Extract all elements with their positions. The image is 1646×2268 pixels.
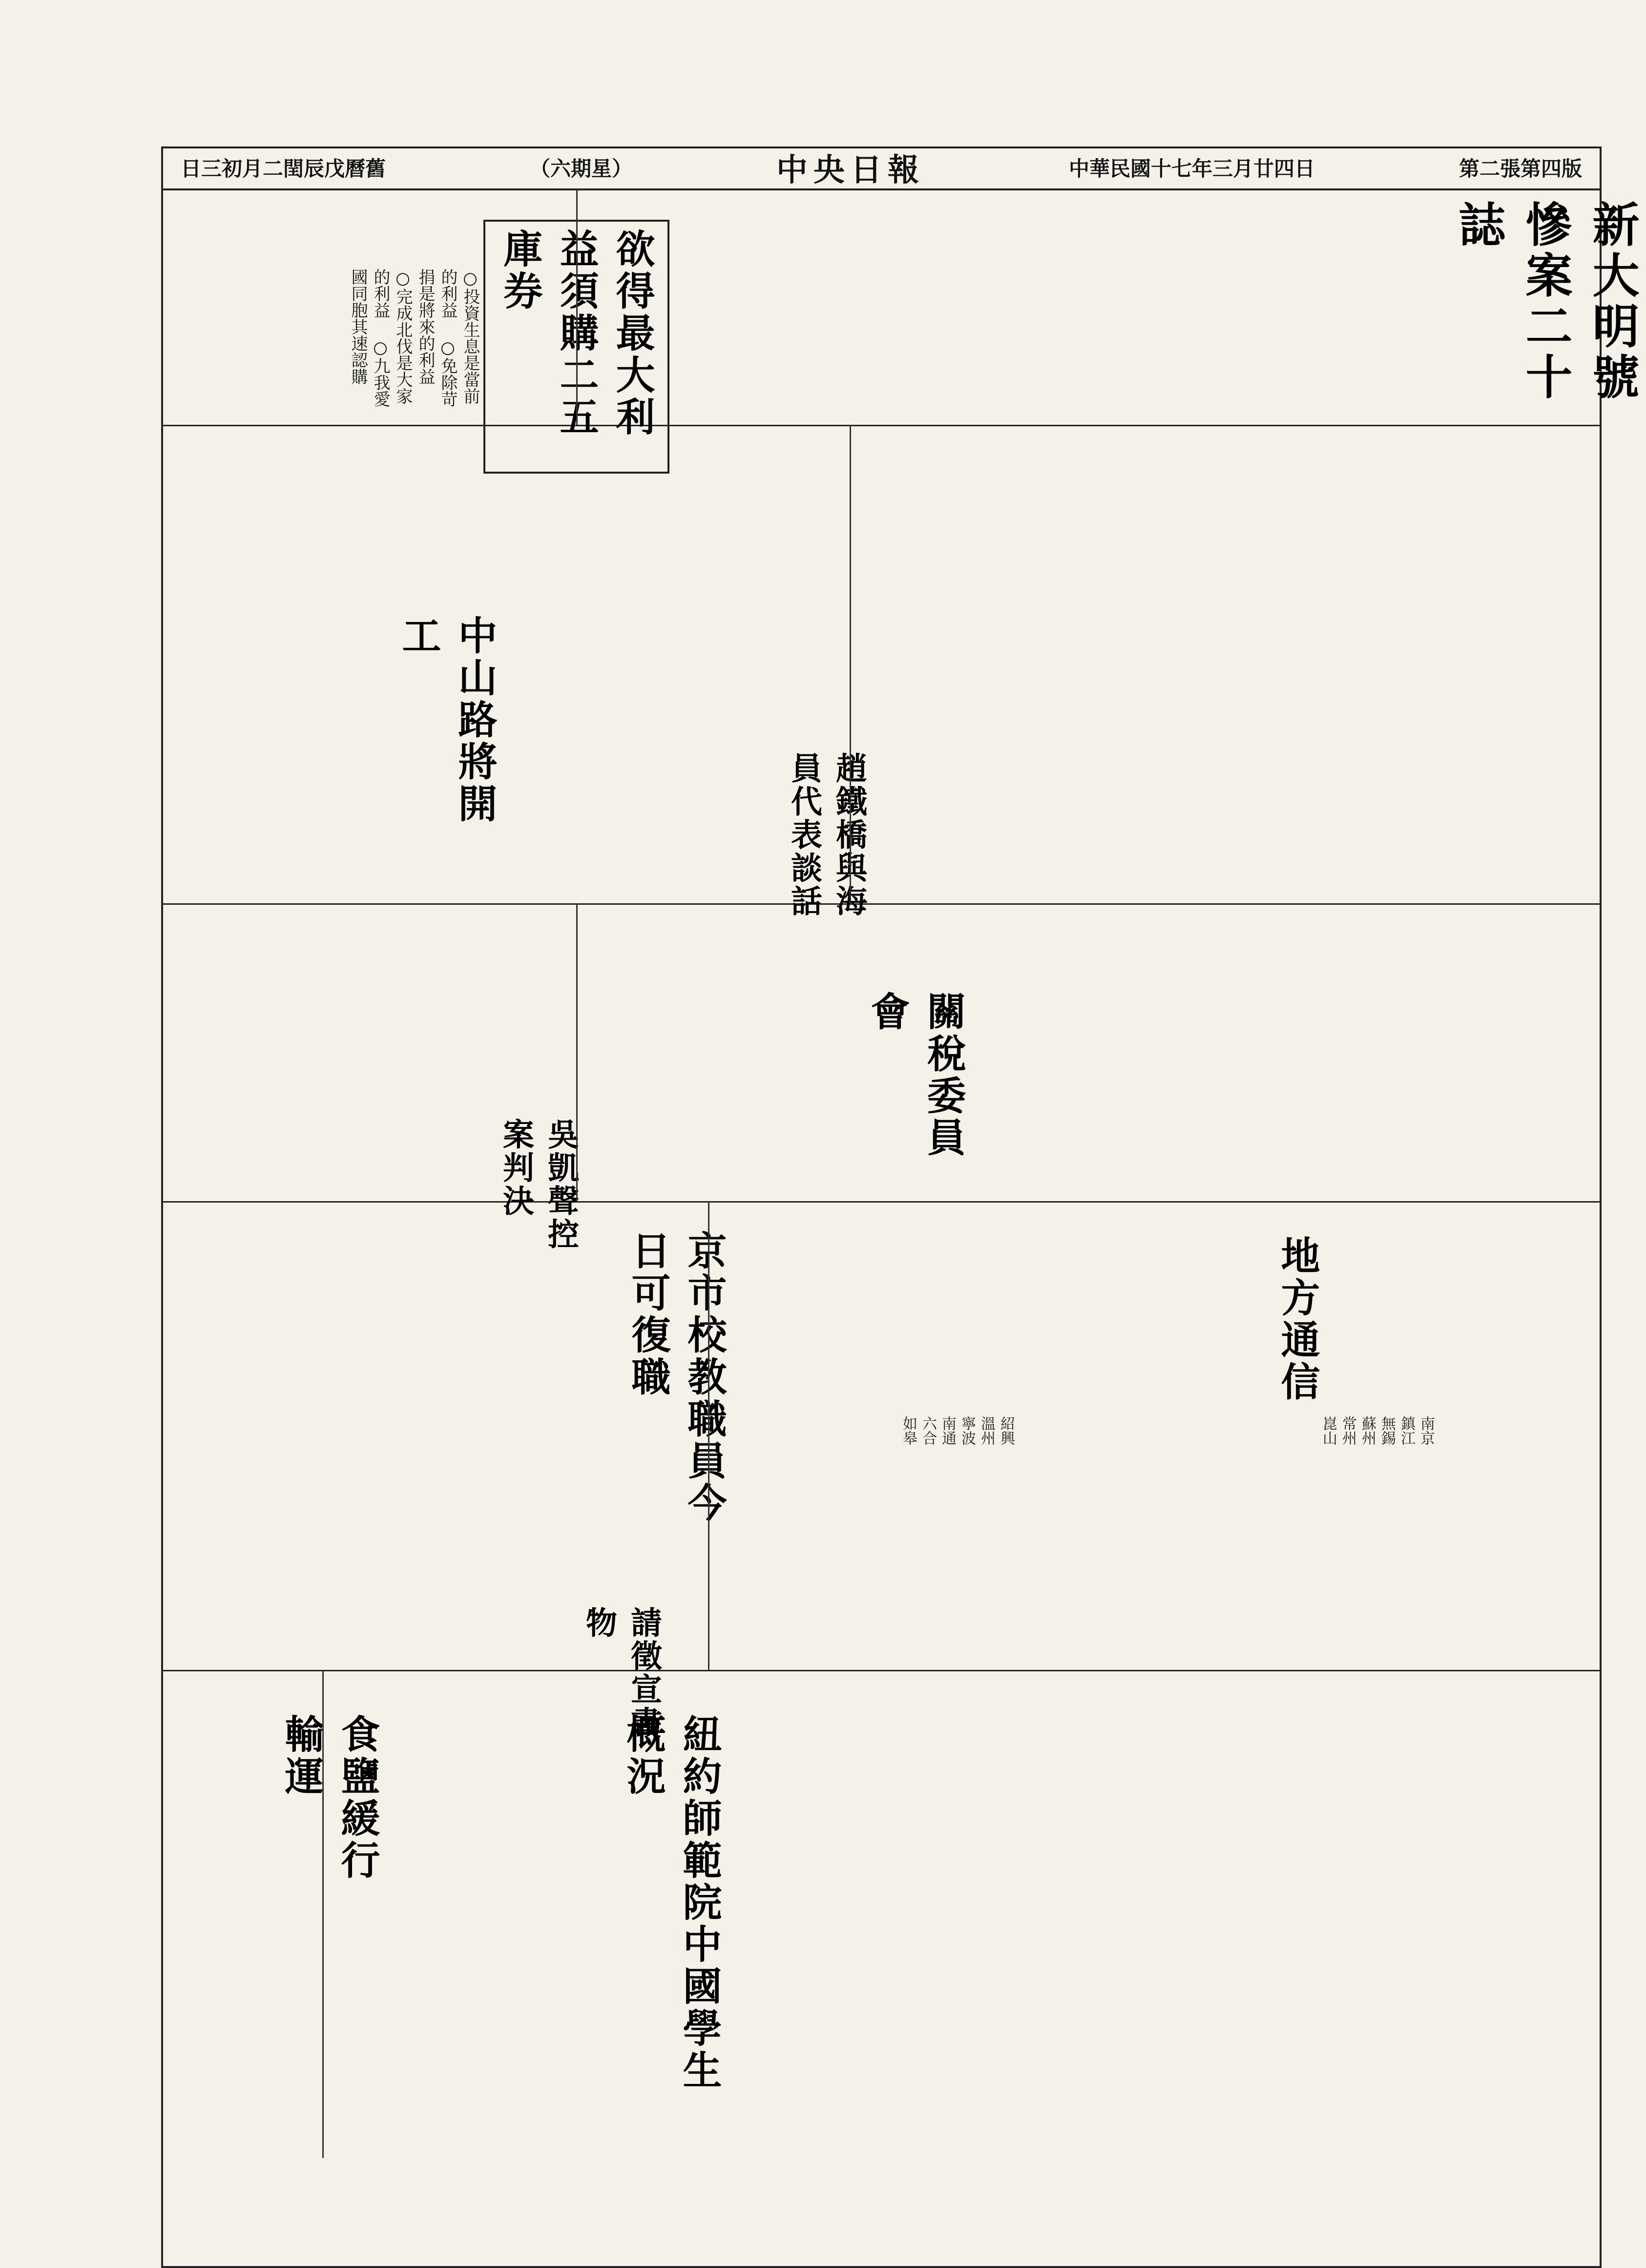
place-label: 崑山	[1320, 1416, 1337, 1445]
headline-customs-committee: 關稅委員會	[864, 991, 966, 1159]
bond-point: ○投資生息是當前的利益	[438, 269, 480, 404]
column-rule	[850, 425, 851, 903]
place-label: 南通	[939, 1416, 956, 1445]
newspaper-page	[161, 146, 1602, 2268]
bond-point: ○免除苛捐是將來的利益	[416, 269, 458, 407]
bond-point: ○完成北伐是大家的利益	[371, 269, 413, 404]
gregorian-date: 中華民國十七年三月廿四日	[1068, 157, 1315, 181]
bond-points	[347, 269, 481, 415]
place-label: 如皋	[900, 1416, 917, 1445]
column-rule	[576, 190, 578, 425]
place-label: 無錫	[1378, 1416, 1396, 1445]
headline-donation: 請徵宣書物	[581, 1606, 662, 1739]
headline-salt: 食鹽緩行輸運	[278, 1714, 380, 1882]
weekday: （六期星）	[530, 157, 633, 181]
lunar-date: 日三初月二閏辰戊曆舊	[181, 157, 386, 181]
place-label: 紹興	[998, 1416, 1015, 1445]
section-divider	[161, 1670, 1602, 1671]
section-divider	[161, 425, 1602, 426]
place-label: 蘇州	[1359, 1416, 1376, 1445]
headline-seamen-talk: 趙鐵橋與海員代表談話	[786, 752, 867, 918]
page-number: 第二張第四版	[1458, 157, 1582, 181]
paper-name: 中央日報	[776, 152, 925, 188]
local-places-2	[889, 1416, 1016, 1660]
section-divider	[161, 1201, 1602, 1203]
place-label: 常州	[1339, 1416, 1356, 1445]
column-rule	[322, 1670, 324, 2158]
headline-massacre: 新大明號慘案二十誌	[1451, 200, 1640, 403]
bond-point: ○九我愛國同胞其速認購	[348, 269, 390, 407]
place-label: 南京	[1417, 1416, 1435, 1445]
headline-bonds: 欲得最大利益須購二五庫券	[483, 220, 669, 474]
headline-columbia: 紐約師範院中國學生概況	[620, 1714, 722, 2092]
place-label: 寧波	[958, 1416, 976, 1445]
headline-wu-kaisheng: 吳凱聲控案判決	[498, 1118, 579, 1251]
headline-teachers: 京市校教職員今日可復職	[625, 1230, 727, 1524]
headline-zhongshan-road: 中山路將開工	[396, 615, 498, 825]
column-rule	[576, 903, 578, 1201]
place-label: 鎮江	[1398, 1416, 1415, 1445]
section-divider	[161, 903, 1602, 905]
place-label: 六合	[919, 1416, 937, 1445]
headline-local-news: 地方通信	[1274, 1235, 1320, 1403]
column-rule	[708, 1201, 709, 1670]
local-places	[1309, 1416, 1436, 1660]
place-label: 溫州	[978, 1416, 995, 1445]
